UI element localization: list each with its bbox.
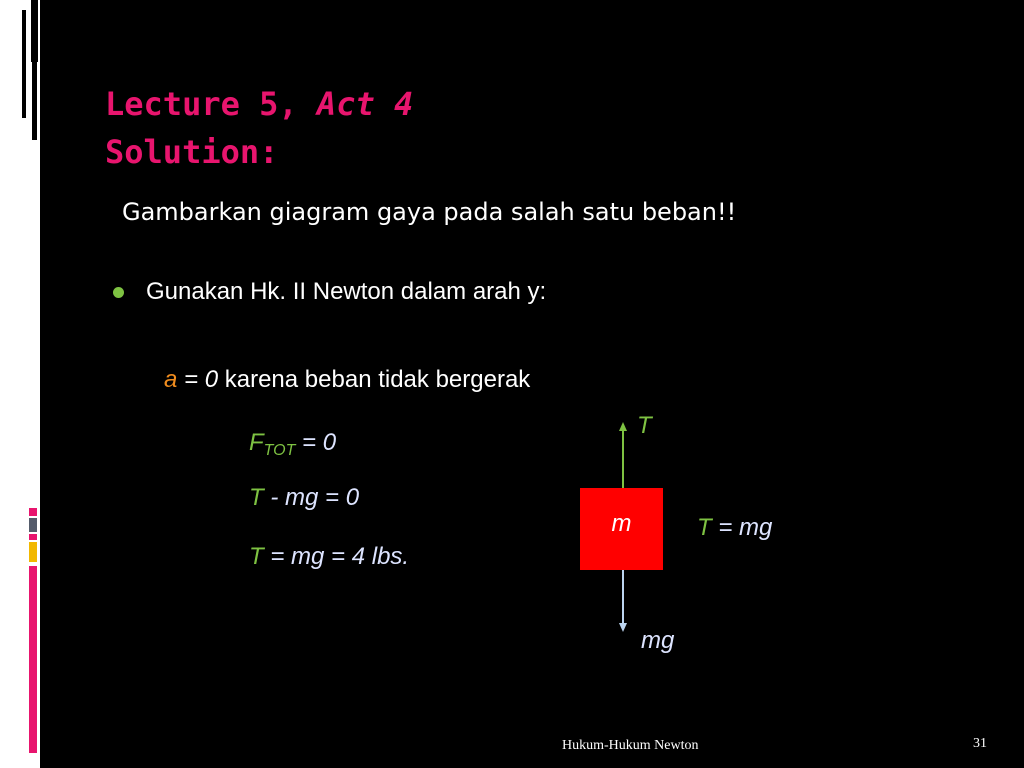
footer-text: Hukum-Hukum Newton [562, 738, 699, 753]
equation-side [697, 514, 772, 542]
tension-label: T [637, 412, 652, 439]
ftot-rest: = 0 [295, 429, 337, 456]
ftot-f: F [249, 429, 264, 456]
decor-gray-bar [29, 518, 37, 532]
bullet-dot-icon [113, 287, 124, 298]
mass-block [580, 488, 663, 570]
title-act: Act 4 [316, 85, 414, 123]
title-text: Lecture 5, [105, 85, 317, 123]
eq2-t: T [249, 484, 264, 511]
decor-line-3 [32, 60, 37, 140]
accel-explanation: karena beban tidak bergerak [218, 366, 531, 393]
equation-t-equals-mg [249, 543, 409, 571]
weight-arrow-icon [619, 570, 627, 632]
title-line-1 [105, 80, 413, 128]
page-number: 31 [973, 736, 987, 751]
title-line-2: Solution: [105, 133, 279, 171]
eq2-rest: - mg = 0 [263, 484, 360, 511]
equation-ftot [249, 429, 336, 460]
decor-pink-bar-3 [29, 566, 37, 753]
accel-equals: = [177, 366, 205, 393]
eq3-t: T [249, 543, 264, 570]
slide-title [105, 80, 413, 176]
side-rest: = mg [711, 514, 773, 541]
bullet-item [110, 278, 546, 306]
acceleration-line [164, 366, 530, 394]
decor-yellow-bar [29, 542, 37, 562]
decor-line-1 [31, 0, 38, 62]
bullet-text: Gunakan Hk. II Newton dalam arah y: [146, 278, 547, 305]
eq3-rest: = mg = 4 lbs. [263, 543, 410, 570]
weight-label: mg [641, 627, 675, 654]
tension-arrow-icon [619, 422, 627, 488]
side-t: T [697, 514, 712, 541]
accel-zero: 0 [204, 366, 219, 393]
decor-line-2 [22, 10, 26, 118]
decor-pink-bar-1 [29, 508, 37, 516]
slide-subtitle: Gambarkan giagram gaya pada salah satu beban!! [122, 198, 737, 226]
decor-pink-bar-2 [29, 534, 37, 540]
equation-t-minus-mg [249, 484, 359, 512]
ftot-subscript: TOT [263, 442, 296, 459]
accel-symbol: a [164, 366, 178, 393]
mass-label: m [611, 510, 632, 537]
